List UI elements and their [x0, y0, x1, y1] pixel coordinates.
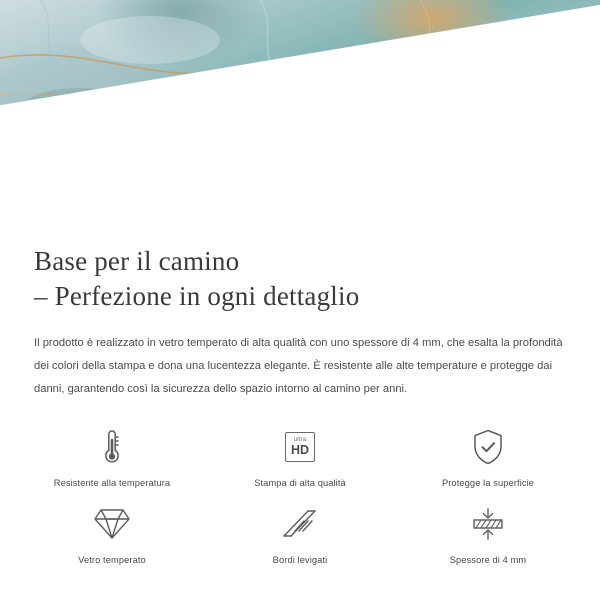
- feature-label: Protegge la superficie: [441, 478, 535, 489]
- thickness-icon: [469, 502, 507, 546]
- ultra-text: ultra: [293, 437, 307, 444]
- text-content: [0, 244, 600, 401]
- feature-label: Bordi levigati: [272, 555, 328, 566]
- feature-item: [394, 425, 582, 488]
- feature-label: Stampa di alta qualità: [254, 478, 346, 489]
- feature-item: [206, 425, 394, 488]
- feature-item: [18, 502, 206, 565]
- thermometer-icon: [102, 425, 122, 469]
- headline-line-2: – Perfezione in ogni dettaglio: [34, 281, 360, 312]
- feature-item: [206, 502, 394, 565]
- feature-label: Spessore di 4 mm: [449, 555, 527, 566]
- hd-text: HD: [290, 443, 310, 458]
- feature-label: Resistente alla temperatura: [53, 478, 171, 489]
- feature-grid: [0, 425, 600, 565]
- body-paragraph: Il prodotto è realizzato in vetro temperato di alta qualità con uno spessore di 4 mm, che esalta la profondità dei colori della stampa e dona una lucentezza elegante. È resistente alle alte temperature e protegge dai danni, garantendo così la sicurezza dello spazio intorno al camino per anni.: [34, 337, 563, 396]
- page-title: [34, 244, 566, 314]
- shield-check-icon: [472, 425, 504, 469]
- feature-label: Vetro temperato: [78, 555, 146, 566]
- feature-item: [394, 502, 582, 565]
- hero-image: [0, 0, 600, 222]
- headline-line-1: Base per il camino: [34, 246, 240, 276]
- diamond-icon: [93, 502, 131, 546]
- polished-edges-icon: [282, 502, 318, 546]
- ultra-hd-icon: [285, 425, 315, 469]
- feature-item: [18, 425, 206, 488]
